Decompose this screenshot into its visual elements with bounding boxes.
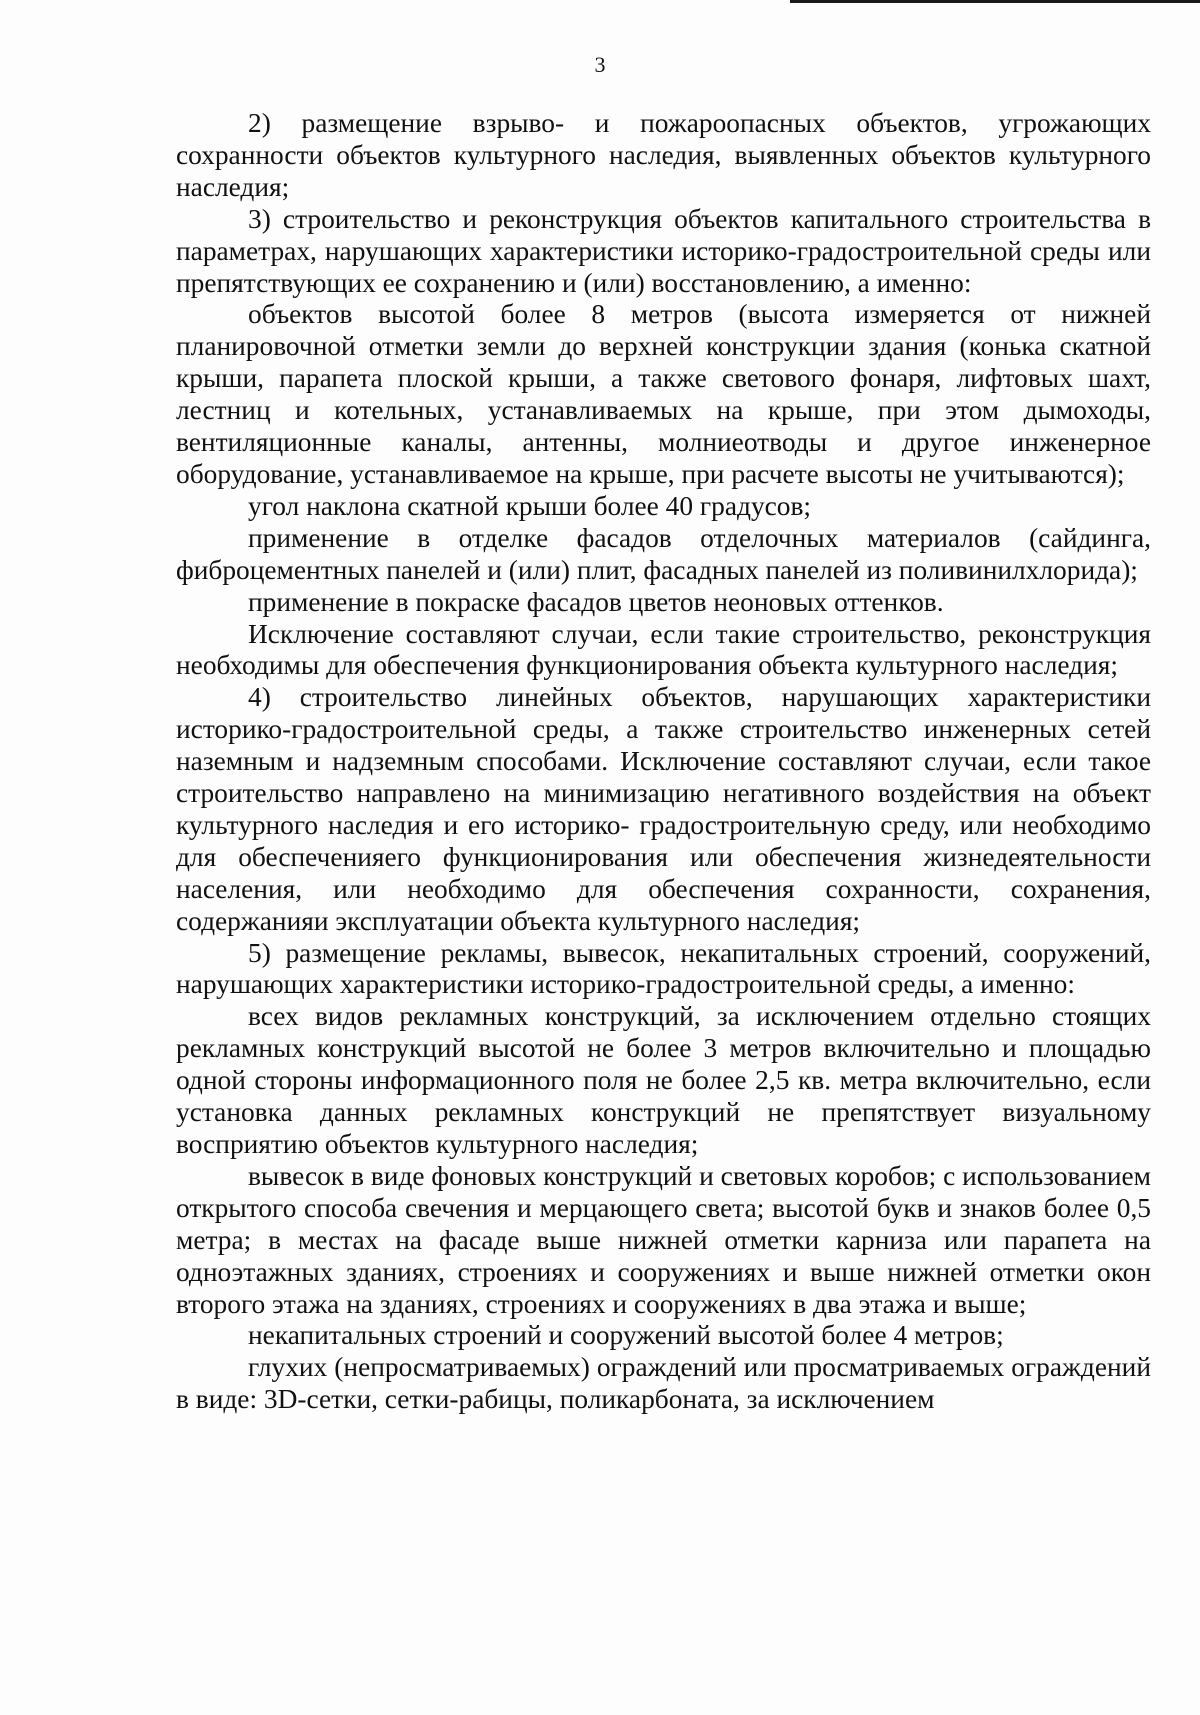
document-body	[176, 108, 1151, 1416]
paragraph-signs: вывесок в виде фоновых конструкций и световых коробов; с использованием открытого способа свечения и мерцающего света; высотой букв и знаков более 0,5 метра; в местах на фасаде выше нижней отметки карниза или парапета на одноэтажных зданиях, строениях и сооружениях и выше нижней отметки окон второго этажа на зданиях, строениях и сооружениях в два этажа и выше;	[176, 1160, 1151, 1319]
paragraph-fences: глухих (непросматриваемых) ограждений или просматриваемых ограждений в виде: 3D-сетки, сетки-рабицы, поликарбоната, за исключением	[176, 1352, 1151, 1415]
paragraph-facade-colors: применение в покраске фасадов цветов неоновых оттенков.	[248, 586, 944, 617]
paragraph-building-height: объектов высотой более 8 метров (высота измеряется от нижней планировочной отметки земли до верхней конструкции здания (конька скатной крыши, парапета плоской крыши, а также светового фонаря, лифтовых шахт, лестниц и котельных, устанавливаемых на крыше, при этом дымоходы, вентиляционные каналы, антенны, молниеотводы и другое инженерное оборудование, устанавливаемое на крыше, при расчете высоты не учитываются);	[176, 299, 1151, 489]
paragraph-exception: Исключение составляют случаи, если такие строительство, реконструкция необходимы для обеспечения функционирования объекта культурного наследия;	[176, 618, 1151, 681]
page-number: 3	[594, 52, 606, 77]
top-edge-line	[790, 0, 1200, 3]
paragraph-roof-angle: угол наклона скатной крыши более 40 градусов;	[248, 490, 812, 521]
paragraph-item-2: 2) размещение взрыво- и пожароопасных объектов, угрожающих сохранности объектов культурного наследия, выявленных объектов культурного наследия;	[176, 108, 1151, 202]
paragraph-item-5: 5) размещение рекламы, вывесок, некапитальных строений, сооружений, нарушающих характеристики историко-градостроительной среды, а именно:	[176, 937, 1151, 1000]
paragraph-item-4: 4) строительство линейных объектов, нарушающих характеристики историко-градостроительной среды, а также строительство инженерных сетей наземным и надземным способами. Исключение составляют случаи, если такое строительство направлено на минимизацию негативного воздействия на объект культурного наследия и его историко- градостроительную среду, или необходимо для обеспеченияего функционирования или обеспечения жизнедеятельности населения, или необходимо для обеспечения сохранности, сохранения, содержанияи эксплуатации объекта культурного наследия;	[176, 682, 1151, 936]
paragraph-temporary-structures: некапитальных строений и сооружений высотой более 4 метров;	[248, 1320, 1004, 1351]
paragraph-facade-materials: применение в отделке фасадов отделочных материалов (сайдинга, фиброцементных панелей и (или) плит, фасадных панелей из поливинилхлорида);	[176, 522, 1151, 585]
paragraph-item-3: 3) строительство и реконструкция объектов капитального строительства в параметрах, нарушающих характеристики историко-градостроительной среды или препятствующих ее сохранению и (или) восстановлению, а именно:	[176, 203, 1151, 298]
paragraph-advertising: всех видов рекламных конструкций, за исключением отдельно стоящих рекламных конструкций высотой не более 3 метров включительно и площадью одной стороны информационного поля не более 2,5 кв. метра включительно, если установка данных рекламных конструкций не препятствует визуальному восприятию объектов культурного наследия;	[176, 1001, 1151, 1159]
